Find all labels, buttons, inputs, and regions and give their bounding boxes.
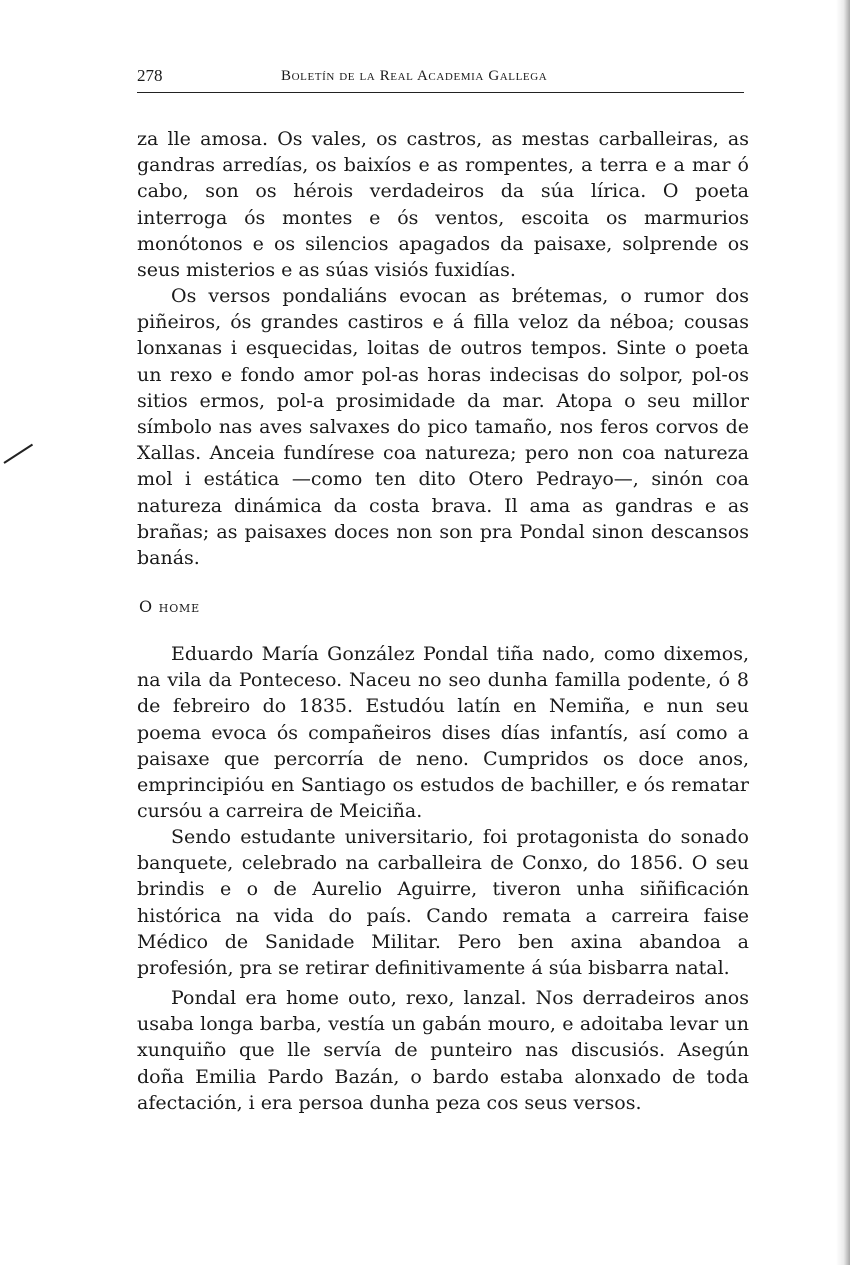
margin-pencil-mark [3,444,33,464]
page-number: 278 [137,66,163,85]
paragraph: Pondal era home outo, rexo, lanzal. Nos derradeiros anos usaba longa barba, vestía un gabán mouro, e adoitaba levar un xunquiño que lle servía de punteiro nas discusiós. Asegún doña Emilia Pardo Bazán, o bardo estaba alonxado de toda afectación, i era persoa dunha peza cos seus versos. [137,987,749,1114]
running-head [137,62,744,93]
paragraph-continued: za lle amosa. Os vales, os castros, as mestas carballeiras, as gandras arredías, os baixíos e as rompentes, a terra e a mar ó cabo, son os hérois verdadeiros da súa lírica. O poeta interroga ós montes e ós ventos, escoita os marmurios monótonos e os silencios apagados da paisaxe, solprende os seus misterios e as súas visiós fuxidías. [137,128,749,282]
journal-title: Boletín de la Real Academia Gallega [281,68,548,84]
paragraph: Os versos pondaliáns evocan as brétemas, o rumor dos piñeiros, ós grandes castiros e á filla veloz da néboa; cousas lonxanas i esquecidas, loitas de outros tempos. Sinte o poeta un rexo e fondo amor pol-as horas indecisas do solpor, pol-os sitios ermos, pol-a prosimidade da mar. Atopa o seu millor símbolo nas aves salvaxes do pico tamaño, nos feros corvos de Xallas. Anceia fundírese coa natureza; pero non coa natureza mol i estática —como ten dito Otero Pedrayo—, sinón coa natureza dinámica da costa brava. Il ama as gandras e as brañas; as paisaxes doces non son pra Pondal sinon descansos banás. [137,285,749,570]
paragraph: Eduardo María González Pondal tiña nado, como dixemos, na vila da Ponteceso. Naceu no seo dunha familla podente, ó 8 de febreiro do 1835. Estudóu latín en Nemiña, e nun seu poema evoca ós compañeiros dises días infantís, así como a paisaxe que percorría de neno. Cumpridos os doce anos, emprincipióu en Santiago os estudos de bachiller, e ós rematar cursóu a carreira de Meiciña. [137,643,749,823]
section-heading: O home [139,597,200,616]
scan-edge-shadow [836,0,850,1265]
paragraph: Sendo estudante universitario, foi protagonista do sonado banquete, celebrado na carballeira de Conxo, do 1856. O seu brindis e o de Aurelio Aguirre, tiveron unha siñificación histórica na vida do país. Cando remata a carreira faise Médico de Sanidade Militar. Pero ben axina abandoa a profesión, pra se retirar definitivamente á súa bisbarra natal. [137,826,749,980]
